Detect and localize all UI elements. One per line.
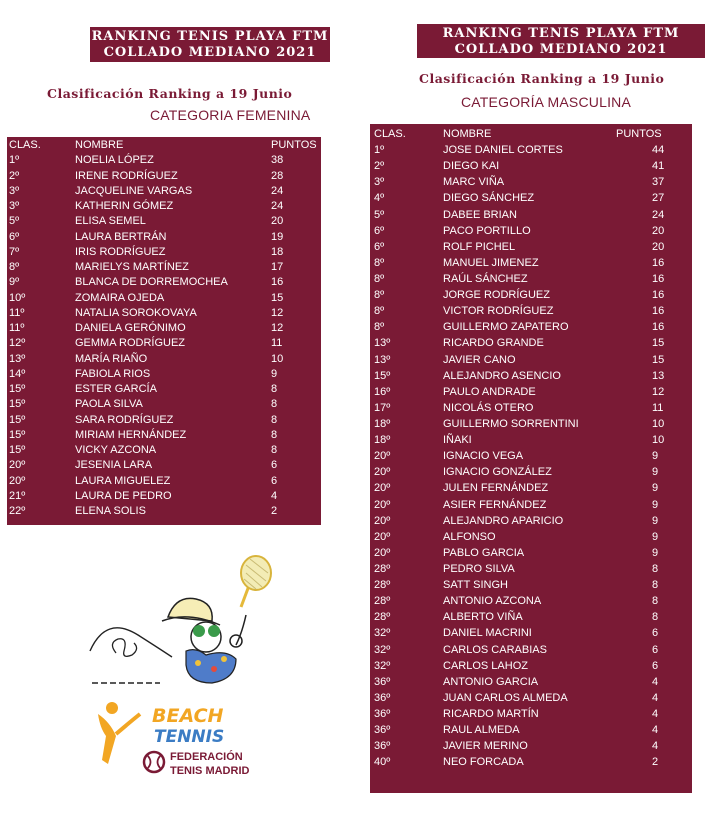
character-body-icon <box>186 615 246 683</box>
rank-cell: 20º <box>9 474 26 487</box>
name-cell: MARC VIÑA <box>443 176 505 189</box>
name-cell: MANUEL JIMENEZ <box>443 256 539 269</box>
name-cell: DIEGO KAI <box>443 160 500 173</box>
rank-cell: 18º <box>374 434 391 447</box>
points-cell: 6 <box>652 643 659 656</box>
points-cell: 44 <box>652 144 665 157</box>
header-puntos: PUNTOS <box>616 128 662 140</box>
logo-federacion-text: FEDERACIÓN <box>170 751 243 763</box>
beach-tennis-mascot-illustration <box>86 555 302 695</box>
name-cell: ANTONIO AZCONA <box>443 595 542 608</box>
points-cell: 13 <box>652 369 665 382</box>
name-cell: FABIOLA RIOS <box>75 367 151 380</box>
table-row <box>7 413 321 428</box>
name-cell: SATT SINGH <box>443 579 508 592</box>
points-cell: 9 <box>652 450 659 463</box>
rank-cell: 36º <box>374 724 391 737</box>
rank-cell: 28º <box>374 579 391 592</box>
name-cell: CARLOS CARABIAS <box>443 643 547 656</box>
ranking-banner-right <box>417 24 705 58</box>
ranking-date-left: Clasificación Ranking a 19 Junio <box>47 86 293 101</box>
table-row <box>7 367 321 382</box>
points-cell: 9 <box>652 466 659 479</box>
name-cell: JORGE RODRÍGUEZ <box>443 289 550 302</box>
table-row <box>370 400 692 416</box>
points-cell: 15 <box>652 337 665 350</box>
points-cell: 6 <box>652 659 659 672</box>
name-cell: GUILLERMO ZAPATERO <box>443 321 569 334</box>
rank-cell: 8º <box>374 305 385 318</box>
table-row <box>7 260 321 275</box>
name-cell: MIRIAM HERNÁNDEZ <box>75 428 187 441</box>
points-cell: 8 <box>271 413 278 426</box>
name-cell: RICARDO GRANDE <box>443 337 544 350</box>
table-row <box>370 239 692 255</box>
category-femenina-title: CATEGORIA FEMENINA <box>150 107 311 123</box>
rank-cell: 2º <box>374 160 385 173</box>
name-cell: GEMMA RODRÍGUEZ <box>75 337 186 350</box>
rank-cell: 2º <box>9 169 20 182</box>
points-cell: 19 <box>271 230 284 243</box>
racket-icon <box>241 556 271 607</box>
table-row <box>7 214 321 229</box>
rank-cell: 11º <box>9 322 25 334</box>
name-cell: ROLF PICHEL <box>443 240 516 253</box>
rank-cell: 3º <box>9 184 20 197</box>
table-row <box>370 738 692 754</box>
points-cell: 11 <box>271 337 283 350</box>
rank-cell: 20º <box>374 530 391 543</box>
points-cell: 4 <box>652 740 659 753</box>
table-row <box>7 230 321 245</box>
name-cell: JUAN CARLOS ALMEDA <box>443 691 568 704</box>
table-row <box>7 336 321 351</box>
banner-title: RANKING TENIS PLAYA FTM <box>442 26 680 41</box>
name-cell: ALBERTO VIÑA <box>443 611 523 624</box>
name-cell: IGNACIO GONZÁLEZ <box>443 466 552 479</box>
name-cell: IRIS RODRÍGUEZ <box>75 245 166 258</box>
points-cell: 24 <box>271 184 284 197</box>
rank-cell: 14º <box>9 367 26 380</box>
rank-cell: 16º <box>374 385 391 398</box>
points-cell: 12 <box>652 385 665 398</box>
rank-cell: 21º <box>9 489 26 502</box>
table-row <box>7 321 321 336</box>
table-row <box>370 158 692 174</box>
points-cell: 8 <box>271 398 278 411</box>
table-row <box>370 706 692 722</box>
table-row <box>370 190 692 206</box>
points-cell: 38 <box>271 154 284 167</box>
rank-cell: 15º <box>9 398 26 411</box>
name-cell: CARLOS LAHOZ <box>443 659 528 672</box>
table-row <box>7 352 321 367</box>
rank-cell: 32º <box>374 659 391 672</box>
name-cell: DIEGO SÁNCHEZ <box>443 192 535 205</box>
rank-cell: 1º <box>374 144 385 157</box>
rank-cell: 20º <box>374 514 391 527</box>
rank-cell: 3º <box>374 176 385 189</box>
player-figure-icon <box>98 702 140 764</box>
category-masculina-title: CATEGORÍA MASCULINA <box>461 94 632 110</box>
table-row <box>7 245 321 260</box>
points-cell: 16 <box>652 256 665 269</box>
name-cell: JAVIER MERINO <box>443 740 528 753</box>
name-cell: PAOLA SILVA <box>75 398 143 411</box>
rank-cell: 28º <box>374 562 391 575</box>
points-cell: 15 <box>652 353 665 366</box>
rank-cell: 15º <box>9 383 26 395</box>
rank-cell: 9º <box>9 276 20 289</box>
name-cell: ANTONIO GARCIA <box>443 675 539 688</box>
table-row <box>370 368 692 384</box>
name-cell: IGNACIO VEGA <box>443 450 524 463</box>
table-row <box>7 397 321 412</box>
table-row <box>7 184 321 199</box>
table-row <box>7 199 321 214</box>
rank-cell: 40º <box>374 756 391 769</box>
table-row <box>370 577 692 593</box>
points-cell: 9 <box>271 367 278 380</box>
table-row <box>370 287 692 303</box>
name-cell: PAULO ANDRADE <box>443 385 536 398</box>
points-cell: 15 <box>271 291 284 304</box>
name-cell: DABEE BRIAN <box>443 208 517 221</box>
name-cell: RAUL ALMEDA <box>443 724 520 737</box>
rank-cell: 12º <box>9 337 26 350</box>
name-cell: NATALIA SOROKOVAYA <box>75 306 197 319</box>
tennis-ball-icon <box>144 752 164 772</box>
rank-cell: 20º <box>374 466 391 479</box>
rank-cell: 8º <box>9 261 20 273</box>
points-cell: 16 <box>271 276 284 289</box>
table-row <box>7 275 321 290</box>
rank-cell: 6º <box>9 230 20 243</box>
rank-cell: 18º <box>374 417 391 430</box>
table-row <box>370 448 692 464</box>
points-cell: 20 <box>652 224 665 237</box>
table-row <box>370 255 692 271</box>
points-cell: 41 <box>652 160 665 173</box>
rank-cell: 11º <box>9 306 25 319</box>
rank-cell: 15º <box>9 444 26 456</box>
rank-cell: 15º <box>9 413 26 426</box>
points-cell: 17 <box>271 261 284 273</box>
table-row <box>370 593 692 609</box>
name-cell: PABLO GARCIA <box>443 546 525 559</box>
rank-cell: 36º <box>374 675 391 688</box>
name-cell: ALFONSO <box>443 530 496 543</box>
points-cell: 6 <box>271 459 278 472</box>
rank-cell: 36º <box>374 740 391 753</box>
points-cell: 6 <box>652 627 659 640</box>
points-cell: 10 <box>271 352 284 365</box>
name-cell: ZOMAIRA OJEDA <box>75 291 165 304</box>
points-cell: 12 <box>271 322 284 334</box>
name-cell: LAURA BERTRÁN <box>75 230 167 243</box>
rank-cell: 10º <box>9 291 26 304</box>
rank-cell: 36º <box>374 707 391 720</box>
rank-cell: 36º <box>374 691 391 704</box>
rank-cell: 13º <box>374 337 391 350</box>
banner-title: RANKING TENIS PLAYA FTM <box>91 29 329 44</box>
points-cell: 9 <box>652 530 659 543</box>
name-cell: IRENE RODRÍGUEZ <box>75 169 178 182</box>
points-cell: 20 <box>271 215 284 228</box>
points-cell: 28 <box>271 169 284 182</box>
name-cell: NICOLÁS OTERO <box>443 401 534 414</box>
ranking-table-femenina <box>7 137 321 525</box>
rank-cell: 20º <box>374 450 391 463</box>
name-cell: JULEN FERNÁNDEZ <box>443 482 549 495</box>
name-cell: JACQUELINE VARGAS <box>75 184 193 197</box>
rank-cell: 6º <box>374 224 385 237</box>
table-header <box>370 126 692 142</box>
swirl-lines-icon <box>90 628 172 683</box>
points-cell: 24 <box>271 200 284 212</box>
points-cell: 37 <box>652 176 665 189</box>
points-cell: 8 <box>271 444 278 456</box>
rank-cell: 32º <box>374 643 391 656</box>
points-cell: 9 <box>652 514 659 527</box>
points-cell: 4 <box>271 489 278 502</box>
table-row <box>370 674 692 690</box>
name-cell: JESENIA LARA <box>75 459 153 472</box>
rank-cell: 28º <box>374 595 391 608</box>
name-cell: KATHERIN GÓMEZ <box>75 200 174 212</box>
points-cell: 16 <box>652 272 665 285</box>
table-row <box>370 642 692 658</box>
name-cell: JOSE DANIEL CORTES <box>443 144 563 157</box>
points-cell: 12 <box>271 306 284 319</box>
table-row <box>370 432 692 448</box>
points-cell: 16 <box>652 289 665 302</box>
rank-cell: 28º <box>374 611 391 624</box>
points-cell: 2 <box>652 756 659 769</box>
rank-cell: 8º <box>374 289 385 302</box>
points-cell: 8 <box>652 595 659 608</box>
table-row <box>370 303 692 319</box>
header-nombre: NOMBRE <box>75 139 124 151</box>
table-row <box>7 504 321 519</box>
name-cell: ELENA SOLIS <box>75 505 146 517</box>
table-row <box>370 223 692 239</box>
table-row <box>7 291 321 306</box>
table-row <box>370 174 692 190</box>
points-cell: 27 <box>652 192 665 205</box>
table-row <box>370 271 692 287</box>
rank-cell: 13º <box>374 353 391 366</box>
name-cell: DANIELA GERÓNIMO <box>75 322 186 334</box>
table-row <box>7 153 321 168</box>
name-cell: NOELIA LÓPEZ <box>75 154 154 167</box>
points-cell: 2 <box>271 505 278 517</box>
header-clas: CLAS. <box>9 139 41 151</box>
points-cell: 8 <box>652 562 659 575</box>
name-cell: ALEJANDRO ASENCIO <box>443 369 561 382</box>
table-row <box>370 319 692 335</box>
points-cell: 20 <box>652 240 665 253</box>
header-puntos: PUNTOS <box>271 139 317 151</box>
points-cell: 8 <box>652 611 659 624</box>
points-cell: 9 <box>652 482 659 495</box>
name-cell: ELISA SEMEL <box>75 215 146 228</box>
banner-subtitle: COLLADO MEDIANO 2021 <box>103 45 317 60</box>
name-cell: ASIER FERNÁNDEZ <box>443 498 547 511</box>
rank-cell: 20º <box>9 459 26 472</box>
rank-cell: 20º <box>374 546 391 559</box>
name-cell: VICKY AZCONA <box>75 444 157 456</box>
points-cell: 18 <box>271 245 284 258</box>
name-cell: MARÍA RIAÑO <box>75 352 148 365</box>
table-row <box>370 609 692 625</box>
rank-cell: 20º <box>374 482 391 495</box>
table-row <box>7 382 321 397</box>
table-row <box>370 497 692 513</box>
name-cell: IÑAKI <box>443 434 472 447</box>
rank-cell: 8º <box>374 321 385 334</box>
name-cell: RICARDO MARTÍN <box>443 707 539 720</box>
table-row <box>370 480 692 496</box>
table-row <box>370 207 692 223</box>
banner-subtitle: COLLADO MEDIANO 2021 <box>454 42 668 57</box>
name-cell: DANIEL MACRINI <box>443 627 532 640</box>
name-cell: PEDRO SILVA <box>443 562 515 575</box>
points-cell: 4 <box>652 724 659 737</box>
table-row <box>370 464 692 480</box>
name-cell: NEO FORCADA <box>443 756 524 769</box>
rank-cell: 17º <box>374 401 391 414</box>
rank-cell: 15º <box>374 369 391 382</box>
table-header <box>7 138 321 153</box>
header-nombre: NOMBRE <box>443 128 492 140</box>
table-row <box>370 352 692 368</box>
points-cell: 11 <box>652 401 664 414</box>
name-cell: LAURA DE PEDRO <box>75 489 172 502</box>
rank-cell: 8º <box>374 256 385 269</box>
rank-cell: 7º <box>9 245 20 258</box>
ranking-table-masculina <box>370 124 692 793</box>
table-row <box>7 306 321 321</box>
logo-tennis-text: TENNIS <box>154 727 225 747</box>
table-row <box>7 443 321 458</box>
ranking-date-right: Clasificación Ranking a 19 Junio <box>419 71 665 86</box>
logo-tenis-madrid-text: TENIS MADRID <box>170 765 250 777</box>
points-cell: 9 <box>652 498 659 511</box>
points-cell: 16 <box>652 321 665 334</box>
table-row <box>7 428 321 443</box>
name-cell: MARIELYS MARTÍNEZ <box>75 261 189 273</box>
points-cell: 8 <box>652 579 659 592</box>
points-cell: 4 <box>652 691 659 704</box>
table-row <box>7 169 321 184</box>
name-cell: PACO PORTILLO <box>443 224 531 237</box>
logo-beach-text: BEACH <box>152 705 224 727</box>
name-cell: LAURA MIGUELEZ <box>75 474 171 487</box>
points-cell: 10 <box>652 417 665 430</box>
name-cell: BLANCA DE DORREMOCHEA <box>75 276 228 289</box>
table-row <box>370 690 692 706</box>
rank-cell: 6º <box>374 240 385 253</box>
table-row <box>370 625 692 641</box>
name-cell: ALEJANDRO APARICIO <box>443 514 564 527</box>
name-cell: RAÚL SÁNCHEZ <box>443 272 528 285</box>
rank-cell: 8º <box>374 272 385 285</box>
points-cell: 8 <box>271 383 278 395</box>
table-row <box>370 335 692 351</box>
name-cell: ESTER GARCÍA <box>75 383 157 395</box>
table-row <box>370 529 692 545</box>
table-row <box>7 489 321 504</box>
points-cell: 4 <box>652 675 659 688</box>
table-row <box>370 658 692 674</box>
table-row <box>370 513 692 529</box>
sun-hat-icon <box>162 598 220 625</box>
name-cell: GUILLERMO SORRENTINI <box>443 417 579 430</box>
points-cell: 10 <box>652 434 665 447</box>
points-cell: 6 <box>271 474 278 487</box>
header-clas: CLAS. <box>374 128 406 140</box>
rank-cell: 32º <box>374 627 391 640</box>
table-row <box>370 561 692 577</box>
table-row <box>370 416 692 432</box>
rank-cell: 15º <box>9 428 26 441</box>
points-cell: 8 <box>271 428 278 441</box>
rank-cell: 22º <box>9 505 26 517</box>
rank-cell: 20º <box>374 498 391 511</box>
points-cell: 24 <box>652 208 665 221</box>
name-cell: SARA RODRÍGUEZ <box>75 413 174 426</box>
rank-cell: 4º <box>374 192 385 205</box>
rank-cell: 5º <box>9 215 20 228</box>
ranking-banner-left <box>90 27 330 62</box>
points-cell: 4 <box>652 707 659 720</box>
rank-cell: 5º <box>374 208 385 221</box>
points-cell: 9 <box>652 546 659 559</box>
federacion-tenis-madrid-logo <box>94 700 254 780</box>
table-row <box>370 754 692 770</box>
rank-cell: 3º <box>9 200 20 212</box>
table-row <box>370 545 692 561</box>
points-cell: 16 <box>652 305 665 318</box>
name-cell: VICTOR RODRÍGUEZ <box>443 305 554 318</box>
rank-cell: 1º <box>9 154 20 167</box>
table-row <box>370 142 692 158</box>
name-cell: JAVIER CANO <box>443 353 516 366</box>
table-row <box>7 458 321 473</box>
rank-cell: 13º <box>9 352 26 365</box>
table-row <box>7 474 321 489</box>
table-row <box>370 722 692 738</box>
table-row <box>370 384 692 400</box>
